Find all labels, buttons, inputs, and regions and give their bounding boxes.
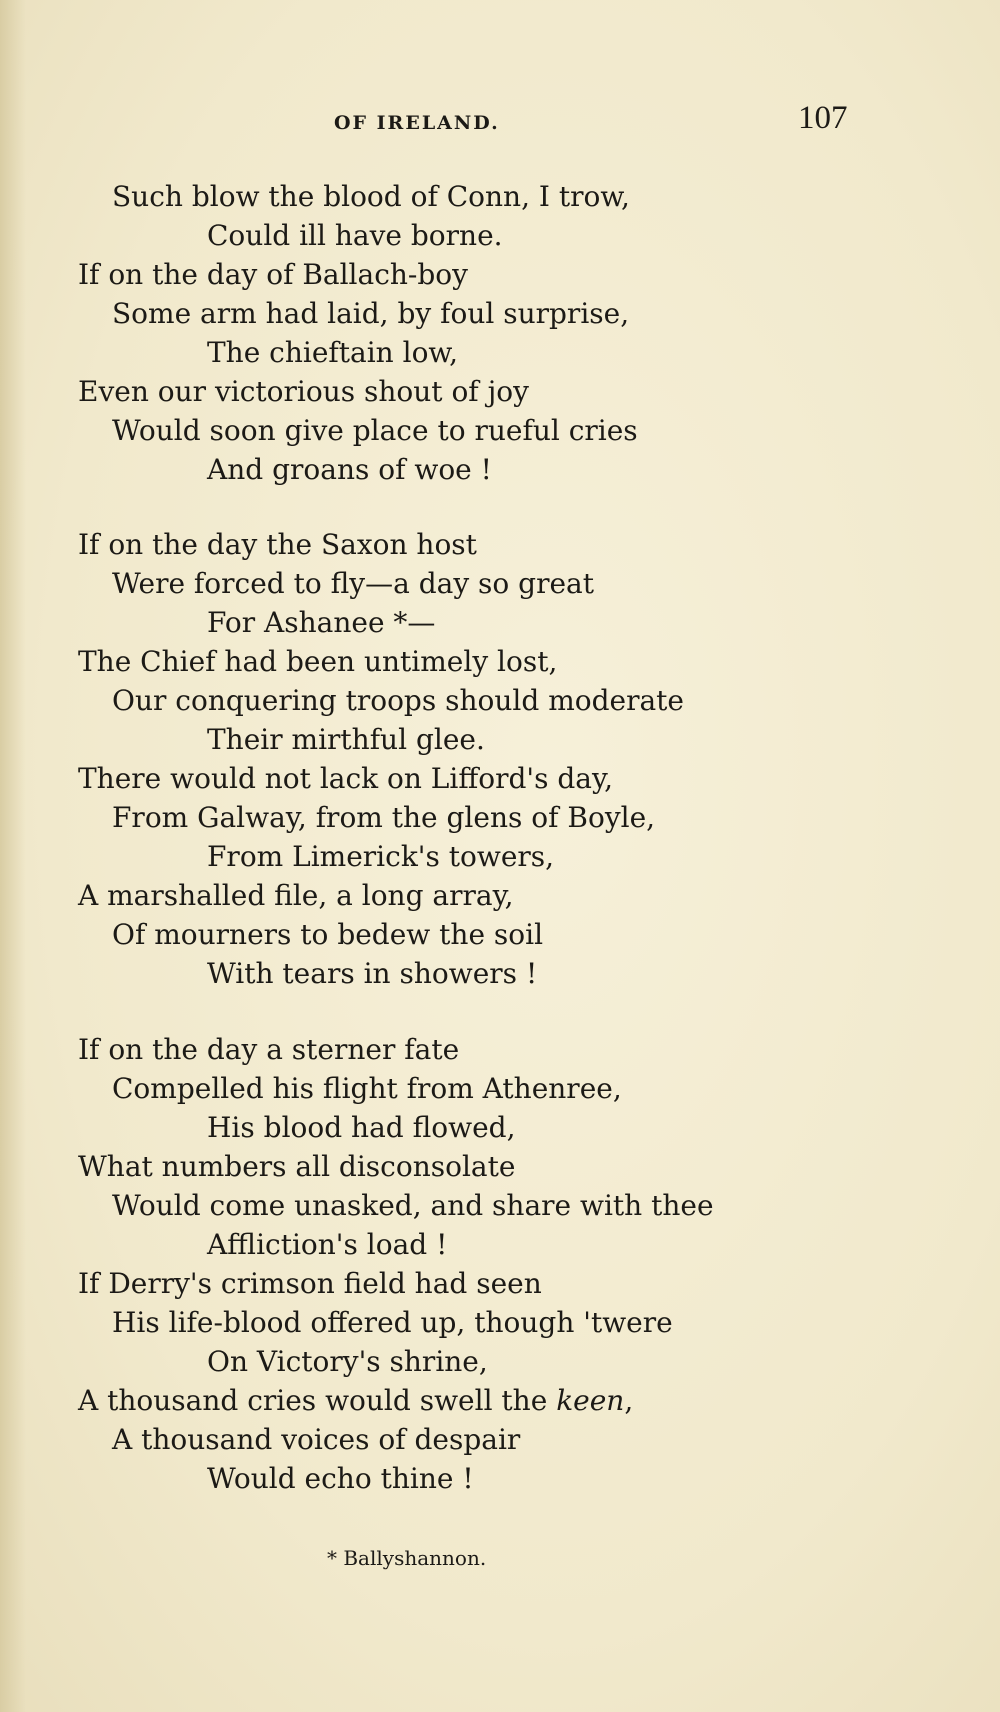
poem-line: And groans of woe ! [207,453,492,486]
running-title: OF IRELAND. [334,112,500,134]
poem-line: From Limerick's towers, [207,840,555,873]
poem-line: If Derry's crimson field had seen [78,1267,542,1300]
poem-line: With tears in showers ! [207,957,538,990]
poem-line: Of mourners to bedew the soil [112,918,544,951]
gutter-shadow [0,0,26,1712]
poem-line: A thousand voices of despair [112,1423,521,1456]
poem-line: Affliction's load ! [207,1228,448,1261]
poem-line: Would come unasked, and share with thee [112,1189,714,1222]
poem-line: From Galway, from the glens of Boyle, [112,801,656,834]
poem-line [78,1384,634,1417]
poem-line: Such blow the blood of Conn, I trow, [112,180,630,213]
poem-line: There would not lack on Lifford's day, [78,762,613,795]
poem-line: If on the day a sterner fate [78,1033,460,1066]
poem-line: Their mirthful glee. [207,723,485,756]
poem-line: His life-blood offered up, though 'twere [112,1306,673,1339]
poem-line: Would echo thine ! [207,1462,474,1495]
page-number: 107 [798,100,848,136]
poem-line-punctuation: , [624,1384,634,1417]
poem-line: If on the day of Ballach-boy [78,258,468,291]
poem-line: For Ashanee *— [207,606,436,639]
poem-line: Some arm had laid, by foul surprise, [112,297,630,330]
poem-line: Were forced to fly—a day so great [112,567,594,600]
poem-line: Compelled his flight from Athenree, [112,1072,622,1105]
keen-italic-word: keen [556,1384,625,1417]
poem-line: Would soon give place to rueful cries [112,414,638,447]
footnote: * Ballyshannon. [327,1546,487,1570]
poem-line-text: A thousand cries would swell the [78,1384,557,1417]
poem-line: Even our victorious shout of joy [78,375,529,408]
poem-line: Our conquering troops should moderate [112,684,684,717]
poem-line: The chieftain low, [207,336,458,369]
poem-line: The Chief had been untimely lost, [78,645,558,678]
poem-line: On Victory's shrine, [207,1345,488,1378]
poem-line: His blood had flowed, [207,1111,516,1144]
poem-line: If on the day the Saxon host [78,528,477,561]
poem-line: A marshalled file, a long array, [78,879,514,912]
poem-line: Could ill have borne. [207,219,503,252]
poem-line: What numbers all disconsolate [78,1150,516,1183]
